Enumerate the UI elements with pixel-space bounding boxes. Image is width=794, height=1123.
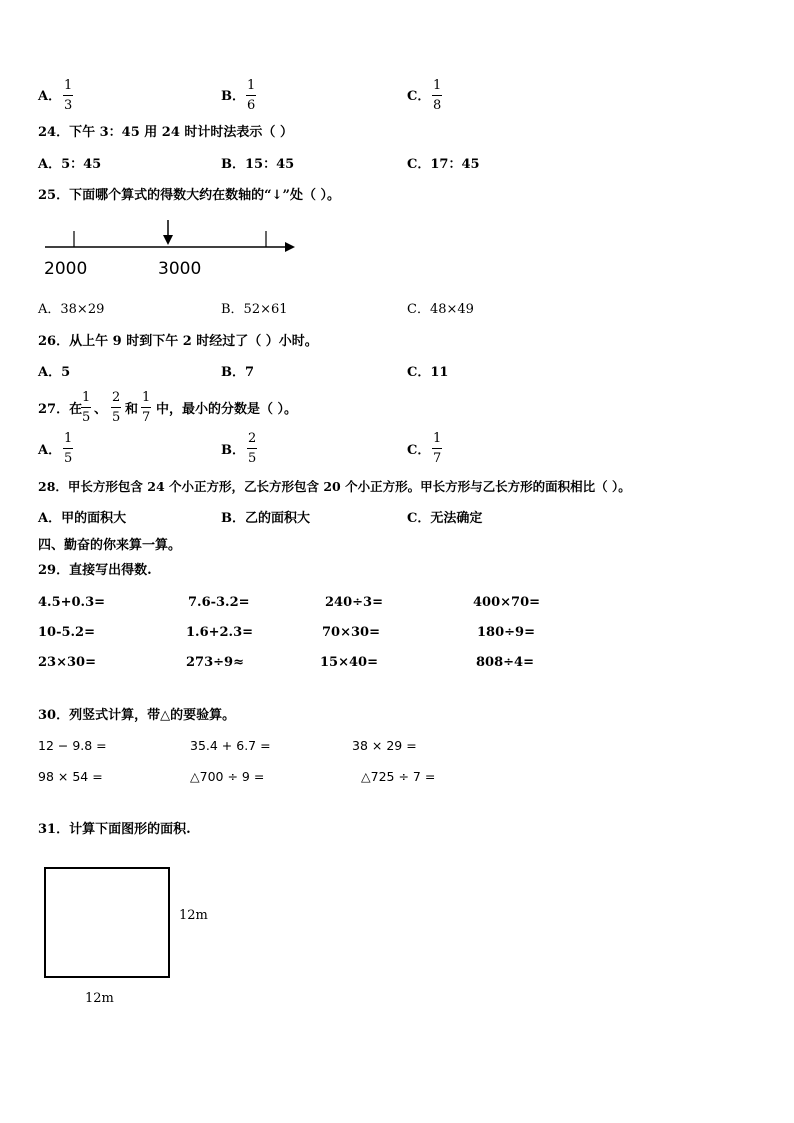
q27-fraction-2: 2 5	[112, 390, 121, 425]
square-side-label: 12m	[179, 908, 208, 923]
q28-question: 28．甲长方形包含 24 个小正方形，乙长方形包含 20 个小正方形。甲长方形与乙长方形的面积相比（ ）。	[38, 479, 631, 494]
q27-option-b-label: B．	[221, 443, 245, 458]
q23-option-b-fraction: 1 6	[247, 78, 256, 113]
number-line-diagram	[40, 215, 300, 255]
q29-item: 23×30=	[38, 655, 96, 670]
q23-option-c-fraction: 1 8	[433, 78, 442, 113]
q28-option-b: B．乙的面积大	[221, 511, 310, 526]
q29-item: 273÷9≈	[186, 655, 244, 670]
q29-item: 240÷3=	[325, 595, 383, 610]
q23-option-a-label: A．	[38, 89, 62, 104]
q25-option-b: B．52×61	[221, 302, 288, 317]
q29-question: 29．直接写出得数.	[38, 563, 152, 578]
q29-item: 15×40=	[320, 655, 378, 670]
axis-label-3000: 3000	[158, 259, 202, 279]
q29-item: 4.5+0.3=	[38, 595, 106, 610]
q29-item: 180÷9=	[477, 625, 535, 640]
q29-item: 400×70=	[473, 595, 541, 610]
q29-item: 808÷4=	[476, 655, 534, 670]
q28-option-c: C．无法确定	[407, 511, 483, 526]
q25-option-a: A．38×29	[38, 302, 105, 317]
q27-separator: 、	[94, 402, 108, 417]
square-bottom-label: 12m	[85, 991, 114, 1006]
q29-item: 7.6-3.2=	[188, 595, 250, 610]
q27-option-b-fraction: 2 5	[248, 431, 257, 466]
q30-item: △700 ÷ 9 =	[190, 769, 265, 784]
q24-option-b: B．15：45	[221, 157, 295, 172]
q30-item: 12 − 9.8 =	[38, 738, 107, 753]
q29-item: 1.6+2.3=	[186, 625, 254, 640]
q27-and: 和	[125, 402, 139, 417]
q26-question: 26．从上午 9 时到下午 2 时经过了（ ）小时。	[38, 334, 318, 349]
q27-option-c-label: C．	[407, 443, 431, 458]
q27-option-a-label: A．	[38, 443, 62, 458]
q25-option-c: C．48×49	[407, 302, 474, 317]
number-line-arrowhead	[285, 242, 295, 252]
q29-item: 10-5.2=	[38, 625, 95, 640]
q27-suffix: 中，最小的分数是（ ）。	[156, 402, 298, 417]
q30-item: 35.4 + 6.7 =	[190, 738, 271, 753]
q30-item: 98 × 54 =	[38, 769, 103, 784]
axis-label-2000: 2000	[44, 259, 88, 279]
q27-fraction-1: 1 5	[82, 390, 91, 425]
q26-option-b: B．7	[221, 365, 255, 380]
q27-option-c-fraction: 1 7	[433, 431, 442, 466]
q26-option-c: C．11	[407, 365, 449, 380]
q23-option-a-fraction: 1 3	[64, 78, 73, 113]
q24-option-a: A．5：45	[38, 157, 102, 172]
q23-option-b-label: B．	[221, 89, 245, 104]
down-arrow-head	[163, 235, 173, 245]
square-figure	[44, 867, 170, 978]
q25-question: 25．下面哪个算式的得数大约在数轴的“↓”处（ ）。	[38, 188, 340, 203]
q31-question: 31．计算下面图形的面积.	[38, 822, 191, 837]
q27-option-a-fraction: 1 5	[64, 431, 73, 466]
q30-item: 38 × 29 =	[352, 738, 417, 753]
q26-option-a: A．5	[38, 365, 71, 380]
q28-option-a: A．甲的面积大	[38, 511, 127, 526]
q30-item: △725 ÷ 7 =	[361, 769, 436, 784]
q29-item: 70×30=	[322, 625, 380, 640]
q30-question: 30．列竖式计算，带△的要验算。	[38, 708, 236, 723]
q27-fraction-3: 1 7	[142, 390, 151, 425]
q23-option-c-label: C．	[407, 89, 431, 104]
section-heading: 四、勤奋的你来算一算。	[38, 538, 182, 553]
q27-prefix: 27．在	[38, 402, 83, 417]
q24-question: 24．下午 3：45 用 24 时计时法表示（ ）	[38, 125, 293, 140]
q24-option-c: C．17：45	[407, 157, 480, 172]
